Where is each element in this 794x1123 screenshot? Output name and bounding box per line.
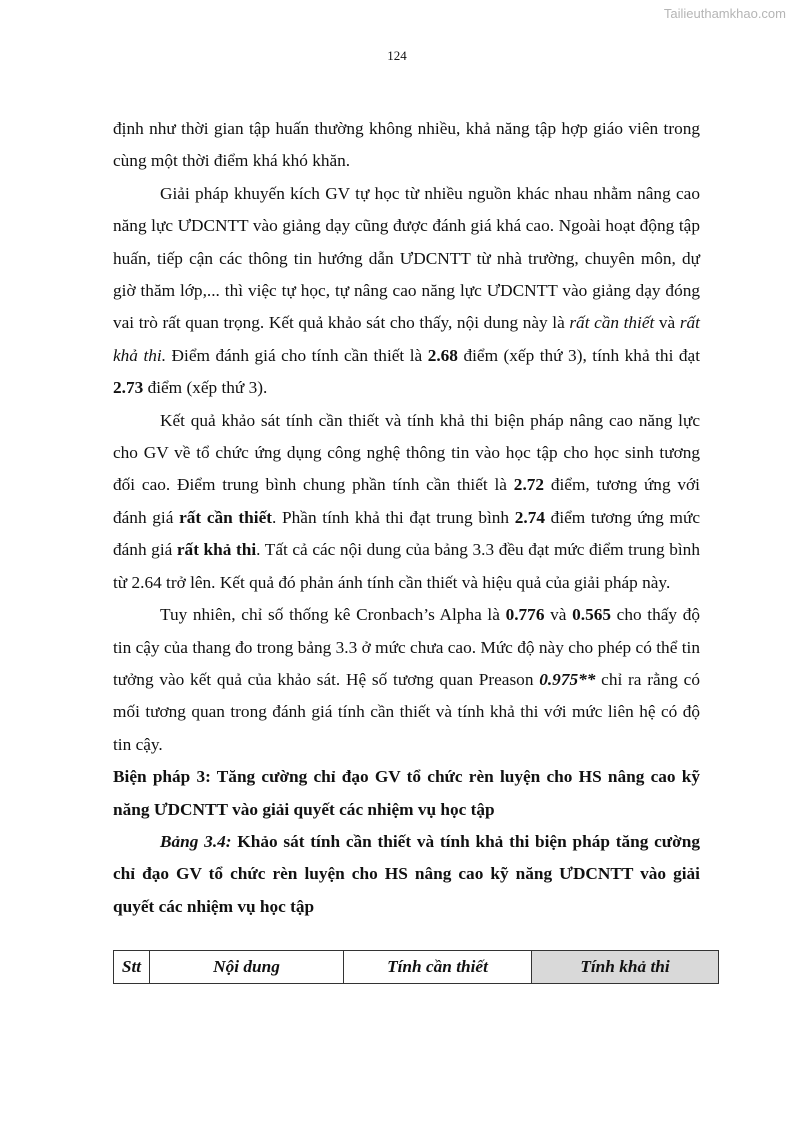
document-body xyxy=(113,113,700,923)
paragraph-survey-results: Kết quả khảo sát tính cần thiết và tính khả thi biện pháp nâng cao năng lực cho GV về tổ chức ứng dụng công nghệ thông tin vào học tập cho học sinh tương đối cao. Điểm trung bình chung phần tính cần thiết là 2.72 điểm, tương ứng với đánh giá rất cần thiết. Phần tính khả thi đạt trung bình 2.74 điểm tương ứng mức đánh giá rất khả thi. Tất cả các nội dung của bảng 3.3 đều đạt mức điểm trung bình từ 2.64 trở lên. Kết quả đó phản ánh tính cần thiết và hiệu quả của giải pháp này. xyxy=(113,410,700,592)
paragraph-self-study: Giải pháp khuyến kích GV tự học từ nhiều nguồn khác nhau nhằm nâng cao năng lực ƯDCNTT vào giảng dạy cũng được đánh giá khá cao. Ngoài hoạt động tập huấn, tiếp cận các thông tin hướng dẫn ƯDCNTT từ nhà trường, chuyên môn, dự giờ thăm lớp,... thì việc tự học, tự nâng cao năng lực ƯDCNTT vào giảng dạy đóng vai trò rất quan trọng. Kết quả khảo sát cho thấy, nội dung này là rất cần thiết và rất khả thi. Điểm đánh giá cho tính cần thiết là 2.68 điểm (xếp thứ 3), tính khả thi đạt 2.73 điểm (xếp thứ 3). xyxy=(113,183,700,398)
mean-feasibility: 2.74 xyxy=(514,507,545,527)
header-feasibility: Tính khả thi xyxy=(532,951,719,984)
page-number: 124 xyxy=(387,48,407,63)
section-heading: Biện pháp 3: Tăng cường chỉ đạo GV tổ chức rèn luyện cho HS nâng cao kỹ năng ƯDCNTT vào giải quyết các nhiệm vụ học tập xyxy=(113,767,700,819)
paragraph-reliability: Tuy nhiên, chỉ số thống kê Cronbach’s Alpha là 0.776 và 0.565 cho thấy độ tin cậy của thang đo trong bảng 3.3 ở mức chưa cao. Mức độ này cho phép có thể tin tưởng vào kết quả của khảo sát. Hệ số tương quan Preason 0.975** chỉ ra rằng có mối tương quan trong đánh giá tính cần thiết và tính khả thi với mức liên hệ có độ tin cậy. xyxy=(113,605,701,754)
score-feasibility: 2.73 xyxy=(113,378,144,398)
mean-necessity: 2.72 xyxy=(513,475,545,495)
emphasis-very-necessary: rất cần thiết xyxy=(569,313,655,333)
alpha-value-2: 0.565 xyxy=(572,605,612,625)
table-header-row xyxy=(114,951,719,984)
alpha-value-1: 0.776 xyxy=(505,605,545,625)
header-stt: Stt xyxy=(114,951,150,984)
header-content: Nội dung xyxy=(150,951,344,984)
watermark: Tailieuthamkhao.com xyxy=(663,6,786,21)
rating-very-necessary: rất cần thiết xyxy=(179,507,273,527)
emphasis-very-feasible: rất khả thi. xyxy=(113,313,700,365)
correlation-value: 0.975** xyxy=(539,669,596,689)
rating-very-feasible: rất khả thi xyxy=(176,540,257,560)
score-necessity: 2.68 xyxy=(427,345,458,365)
paragraph-continuation: định như thời gian tập huấn thường không nhiều, khả năng tập hợp giáo viên trong cùng một thời điểm khá khó khăn. xyxy=(113,119,700,171)
survey-table xyxy=(113,950,719,984)
header-necessity: Tính cần thiết xyxy=(344,951,532,984)
table-caption: Bảng 3.4: Khảo sát tính cần thiết và tính khả thi biện pháp tăng cường chỉ đạo GV tổ chức rèn luyện cho HS nâng cao kỹ năng ƯDCNTT vào giải quyết các nhiệm vụ học tập xyxy=(113,831,700,916)
table-caption-label: Bảng 3.4: xyxy=(160,831,232,851)
